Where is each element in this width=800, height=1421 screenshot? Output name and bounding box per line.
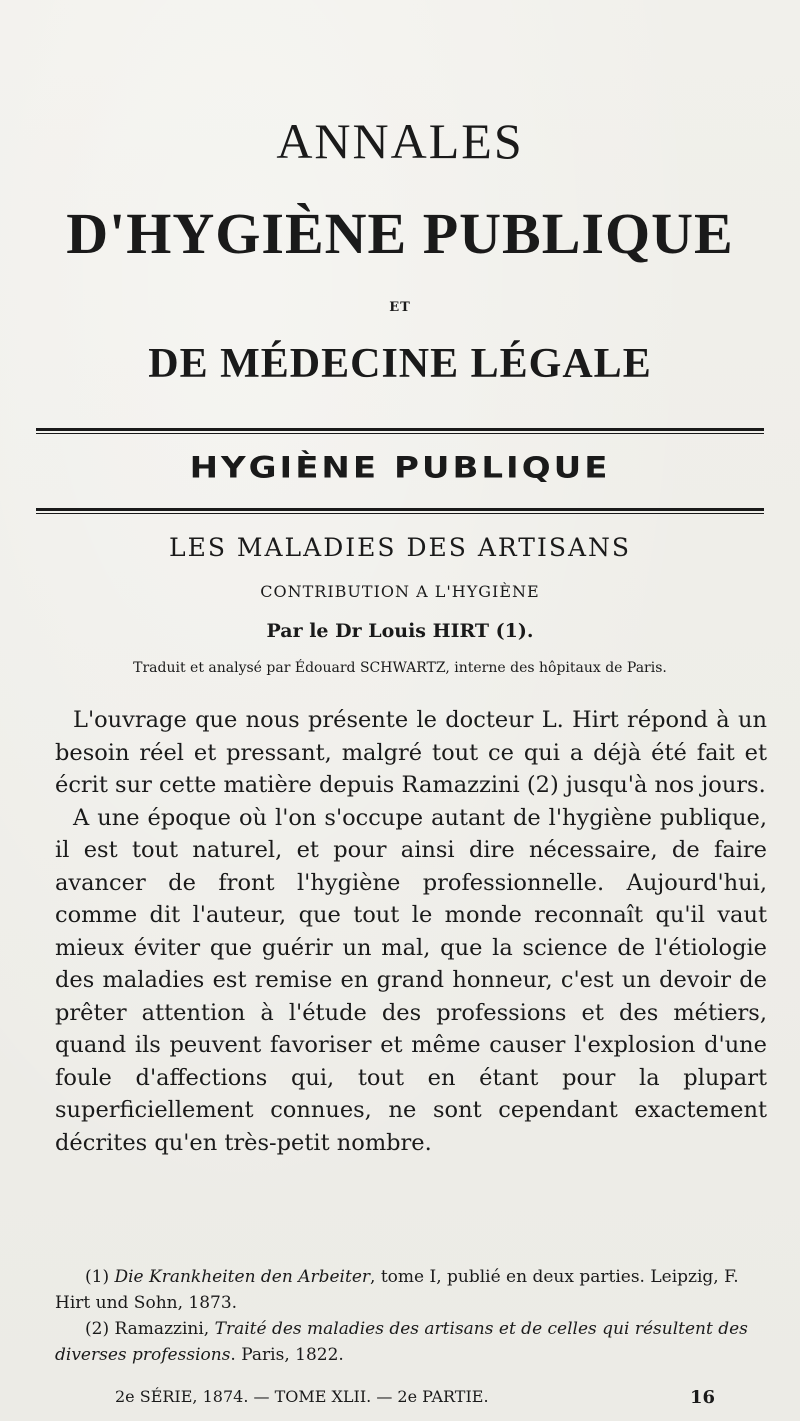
page-number: 16 [689, 1387, 715, 1408]
divider-top [36, 428, 764, 431]
footnote-1-mark: (1) [85, 1267, 115, 1287]
article-subtitle: CONTRIBUTION A L'HYGIÈNE [260, 582, 540, 601]
journal-title-line2: D'HYGIÈNE PUBLIQUE [66, 201, 734, 266]
footnote-2-mark: (2) Ramazzini, [85, 1319, 215, 1339]
footnote-1-title: Die Krankheiten den Arbeiter [114, 1267, 371, 1287]
footnote-2-rest: . Paris, 1822. [230, 1345, 344, 1365]
article-translator: Traduit et analysé par Édouard SCHWARTZ, interne des hôpitaux de Paris. [133, 660, 667, 676]
divider-bottom-thin [36, 513, 764, 514]
divider-top-thin [36, 433, 764, 434]
article-body [55, 704, 767, 1159]
journal-title-line3: DE MÉDECINE LÉGALE [148, 341, 652, 387]
body-paragraph-2: A une époque où l'on s'occupe autant de l'hygiène publique, il est tout naturel, et pour ainsi dire nécessaire, de faire avancer de front l'hygiène professionnelle. Aujourd'hui, comme dit l'auteur, que tout le monde reconnaît qu'il vaut mieux éviter que guérir un mal, que la science de l'étiologie des maladies est remise en grand honneur, c'est un devoir de prêter attention à l'étude des professions et des métiers, quand ils peuvent favoriser et même causer l'explosion d'une foule d'affections qui, tout en étant pour la plupart superficiellement connues, ne sont cependant exactement décrites qu'en très-petit nombre. [55, 804, 767, 1156]
article-title: LES MALADIES DES ARTISANS [168, 533, 631, 562]
author-note-ref: (1). [489, 620, 534, 642]
footnote-1-rest: , tome I, publié en deux parties. Leipzig, F. Hirt und Sohn, 1873. [55, 1267, 739, 1313]
journal-title-line1: ANNALES [276, 113, 524, 169]
footnotes [55, 1264, 767, 1368]
divider-bottom [36, 508, 764, 511]
footnote-2 [55, 1316, 767, 1368]
footnote-2-title: Traité des maladies des artisans et de celles qui résultent des diverses professions [55, 1319, 748, 1365]
journal-title-et: ET [389, 300, 411, 315]
page-footer [115, 1387, 715, 1408]
author-name: HIRT [432, 620, 490, 642]
author-prefix: Par le Dr Louis [266, 620, 433, 642]
footer-series: 2e SÉRIE, 1874. — TOME XLII. — 2e PARTIE. [115, 1387, 489, 1406]
body-paragraph-1: L'ouvrage que nous présente le docteur L. Hirt répond à un besoin réel et pressant, malgré tout ce qui a déjà été fait et écrit sur cette matière depuis Ramazzini (2) jusqu'à nos jours. [55, 707, 767, 798]
section-title: HYGIÈNE PUBLIQUE [189, 451, 611, 485]
article-author [0, 620, 800, 642]
footnote-1 [55, 1264, 767, 1316]
